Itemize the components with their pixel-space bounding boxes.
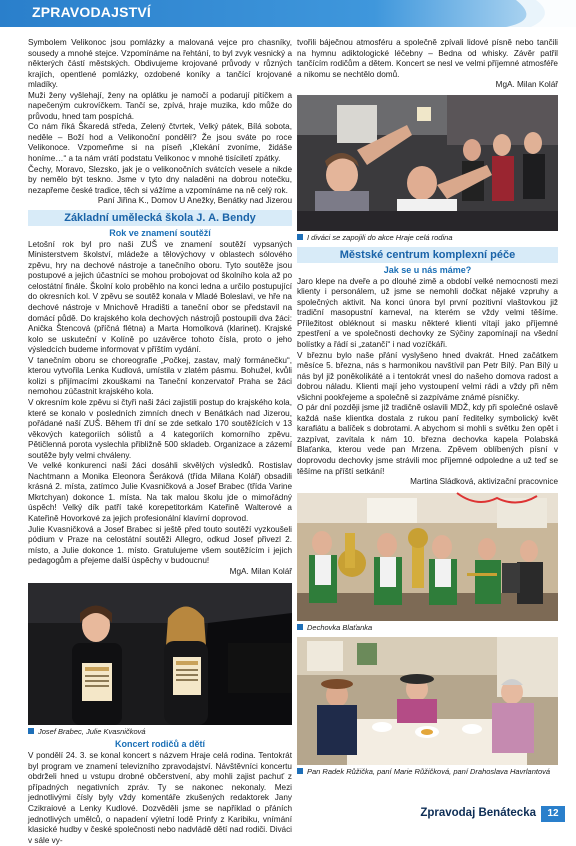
school-subtitle: Rok ve znamení soutěží: [109, 227, 211, 238]
intro-paragraph: Co nám říká Škaredá středa, Zelený čtvrtek, Velký pátek, Bílá sobota, neděle – Boží hod a Velikonoční pondělí? Že jsou sváte po roce Velikonoce. Vzpomeňme si na píseň „Klekání zvoníme, židáše honíme…“ a ta nám vrátí podstatu Velikonoc v mnohé tisíciletí zpátky.: [28, 122, 292, 164]
care-center-subtitle: Jak se u nás máme?: [383, 264, 472, 275]
students-photo-caption: [28, 727, 292, 738]
students-photo: [28, 583, 292, 725]
care-center-paragraph: V březnu bylo naše přání vyslyšeno hned dvakrát. Hned začátkem měsíce 5. března, nás s harmonikou navštívil pan Petr Bílý. Pan Bílý u nás byl již poněkolikáté a i tentokrát vnesl do našeho domova radost a dobrou náladu. Klienti mají jeho vystoupení velmi rádi a vždy při něm všichni pookřejeme a společně si zazpíváme známé písničky.: [297, 350, 558, 402]
intro-paragraph: Čechy, Moravo, Slezsko, jak je o velikonočních svátcích vesele a nikde by nemělo být teskno. Jsme v tyto dny naladěni na dobrou notečku, nezapřeme české tradice, těch si vážíme a vzpomínáme na ně celý rok.: [28, 164, 292, 195]
section-title: ZPRAVODAJSTVÍ: [32, 4, 152, 20]
caption-marker-icon: [297, 234, 303, 240]
concert-paragraph: V pondělí 24. 3. se konal koncert s názvem Hraje celá rodina. Tentokrát byl program ve znamení televizního zpravodajství. Návštěvníci koncertu obdrželi hned u vstupu drobné občerstvení, aby mohli zajist pachuť z případných negativních zpráv. Ty se nakonec nekonaly. Mezi jednotlivými čísly byly vždy komentáře zkušených redaktorek Jany Czikraiové a Lenky Kudlové. Dozvěděli jsme se například o přáních jednotlivých umělců, o napadení výletní lodě Prinfy z Karibiku, vnímání klasické hudby v české společnosti nebo nadvládě dětí nad rodiči. Diváci v sále vy-: [28, 751, 292, 845]
audience-photo: [297, 95, 558, 231]
page-number: 12: [541, 806, 565, 822]
left-column: [28, 38, 292, 846]
clients-photo: [297, 637, 558, 765]
caption-marker-icon: [28, 728, 34, 734]
publication-name: Zpravodaj Benátecka: [420, 807, 536, 819]
clients-photo-caption: [297, 767, 558, 778]
caption-marker-icon: [297, 768, 303, 774]
brass-band-photo-caption: [297, 623, 558, 634]
school-paragraph: Julie Kvasničková a Josef Brabec si ještě před touto soutěží vyzkoušeli pódium v Praze na celostátní soutěži Allegro, odkud Josef přivezl 2. místo, a Julie dokonce 1. místo. Gratulujeme všem soutěžícím i jejich pedagogům a přejeme další úspěchy v budoucnu!: [28, 524, 292, 566]
audience-photo-caption: [297, 233, 558, 244]
intro-paragraph: Muži ženy vyšlehají, ženy na oplátku je namočí a podarují pitíčkem a napečeným cukrovíčkem. Tančí se, zpívá, hraje muzika, kdo může do průvodu, hned tam pospíchá.: [28, 90, 292, 121]
brass-band-photo: [297, 493, 558, 621]
page-footer: [0, 803, 576, 826]
right-column: [297, 38, 558, 778]
school-paragraph: Ve velké konkurenci naši žáci dosáhli skvělých výsledků. Rostislav Nachtmann a Monika Eleonora Šeráková (třída Milana Kolář) obsadili krásná 2. místa, zatímco Julie Kvasničková a Josef Brabec (třída Varine Mkrtchyan) dokonce 1. místa. Na tak malou školu jde o mimořádný úspěch! Velký dík patří také korepetitorkám Kateřině Walterové a Kateřině Hovorkové za jejich profesionální klavírní doprovod.: [28, 461, 292, 523]
intro-signature: Paní Jiřina K., Domov U Anežky, Benátky nad Jizerou: [97, 196, 292, 206]
school-paragraph: V okresním kole zpěvu si čtyři naši žáci zajistili postup do krajského kola, které se konalo v posledních zimních dnech v Benátkách nad Jizerou, pořádané naší ZUŠ. Během tří dní se zde setkalo 170 soutěžících v 13 věkových kategoriích sólistů a 4 kategoriích komorního zpěvu. Pětičlenná porota vyslechla přibližně 500 skladeb. Organizace a zázemí soutěže byly velmi chváleny.: [28, 397, 292, 460]
school-signature: MgA. Milan Kolář: [229, 566, 292, 576]
care-center-section-title: Městské centrum komplexní péče: [297, 247, 558, 263]
concert-signature: MgA. Milan Kolář: [495, 80, 558, 90]
school-paragraph: Letošní rok byl pro naši ZUŠ ve znamení soutěží vypsaných Ministerstvem školství, mládeže a tělovýchovy v oblastech sólového zpěvu, hry na dechové nástroje a tanečního oboru. Tyto soutěže jsou postupové a jejich účastníci se mohou probojovat od školního kola až po celostátní finále. Školní kolo proběhlo na konci ledna a určilo postupující do okresních kol. V zpěvu se soutěž konala v Mladé Boleslavi, ve hře na dechové nástroje v Mnichově Hradišti a taneční obor se představil na domácí půdě. Do krajského kola dechových nástrojů postoupili dva žáci: Anička Štencová (příčná flétna) a Marta Homolková (klarinet). Krajské kolo se uskuteční v Kolíně po uzávěrce tohoto čísla, proto o jeho výsledcích budeme informovat v příštím vydání.: [28, 239, 292, 355]
section-header: [0, 0, 576, 27]
caption-text: Josef Brabec, Julie Kvasničková: [38, 727, 146, 737]
intro-paragraph: Symbolem Velikonoc jsou pomlázky a malovaná vejce pro chasníky, sousedy a mnohé stejce. Vzpomínáme na řehtání, to byl zvyk vesnický a některých částí městských. Obdivujeme krojované průvody v různých krajích, opentlené pomlázky, ozdobené koníky a tančící krojované mladíky.: [28, 38, 292, 90]
caption-text: I diváci se zapojili do akce Hraje celá rodina: [307, 232, 453, 242]
caption-marker-icon: [297, 624, 303, 630]
concert-continuation: tvořili báječnou atmosféru a společně zpívali lidové písně nebo tančili na hymnu adiktologické léčebny – Bedna od whisky. Závěr patřil tančícím rodičům a dětem. Koncert se nesl ve velmi příjemné atmosféře a nikomu se nechtělo domů.: [297, 38, 558, 79]
care-center-paragraph: O pár dní později jsme již tradičně oslavili MDŽ, kdy při společné oslavě každá naše klientka dostala z rukou paní ředitelky symbolický květ karafiátu a balíček s dobrotami. A abychom si mohli s světku žen opět i zazpívat, zavítala k nám 10. března dechovka kapela Polabská Blaťanka, kterou vede pan Mrzena. Zpěvem oblíbených písní v doprovodu dechovky jsme strávili moc příjemné odpoledne a už teď se těšíme na příští setkání!: [297, 403, 558, 476]
care-center-paragraph: Jaro klepe na dveře a po dlouhé zimě a období velké nemocnosti mezi klienty i personálem, už jsme se nemohli dočkat nějaké vzpruhy a společných aktivit. Na konci února byl první pozitivní vlaštovkou již tradiční masopustní karneval, na kterém se vždy velmi těšíme. Příležitost obléknout si masku některé klienti vítají jako příjemné zpestření a ve společnosti dechovky ze Sýčiny zapomínají na všední bolístky a řádí si „zatančí“ i nad vozíčkáři.: [297, 276, 558, 350]
header-swoosh-decoration: [506, 0, 576, 27]
school-section-title: Základní umělecká škola J. A. Bendy: [28, 210, 292, 226]
caption-text: Pan Radek Růžička, paní Marie Růžičková, paní Drahoslava Havrlantová: [307, 766, 551, 776]
school-paragraph: V tanečním oboru se choreografie „Počkej, zastav, malý formánečku“, kterou vytvořila Lenka Kudlová, umístila v zlatém pásmu. Bohužel, kvůli kolizi s přijímacími zkouškami na Taneční konzervatoř Praha se žáci nemohou zúčastnit krajského kola.: [28, 355, 292, 397]
caption-text: Dechovka Blaťanka: [307, 622, 373, 632]
care-center-signature: Martina Sládková, aktivizační pracovnice: [410, 477, 558, 487]
concert-subtitle: Koncert rodičů a dětí: [114, 739, 205, 750]
